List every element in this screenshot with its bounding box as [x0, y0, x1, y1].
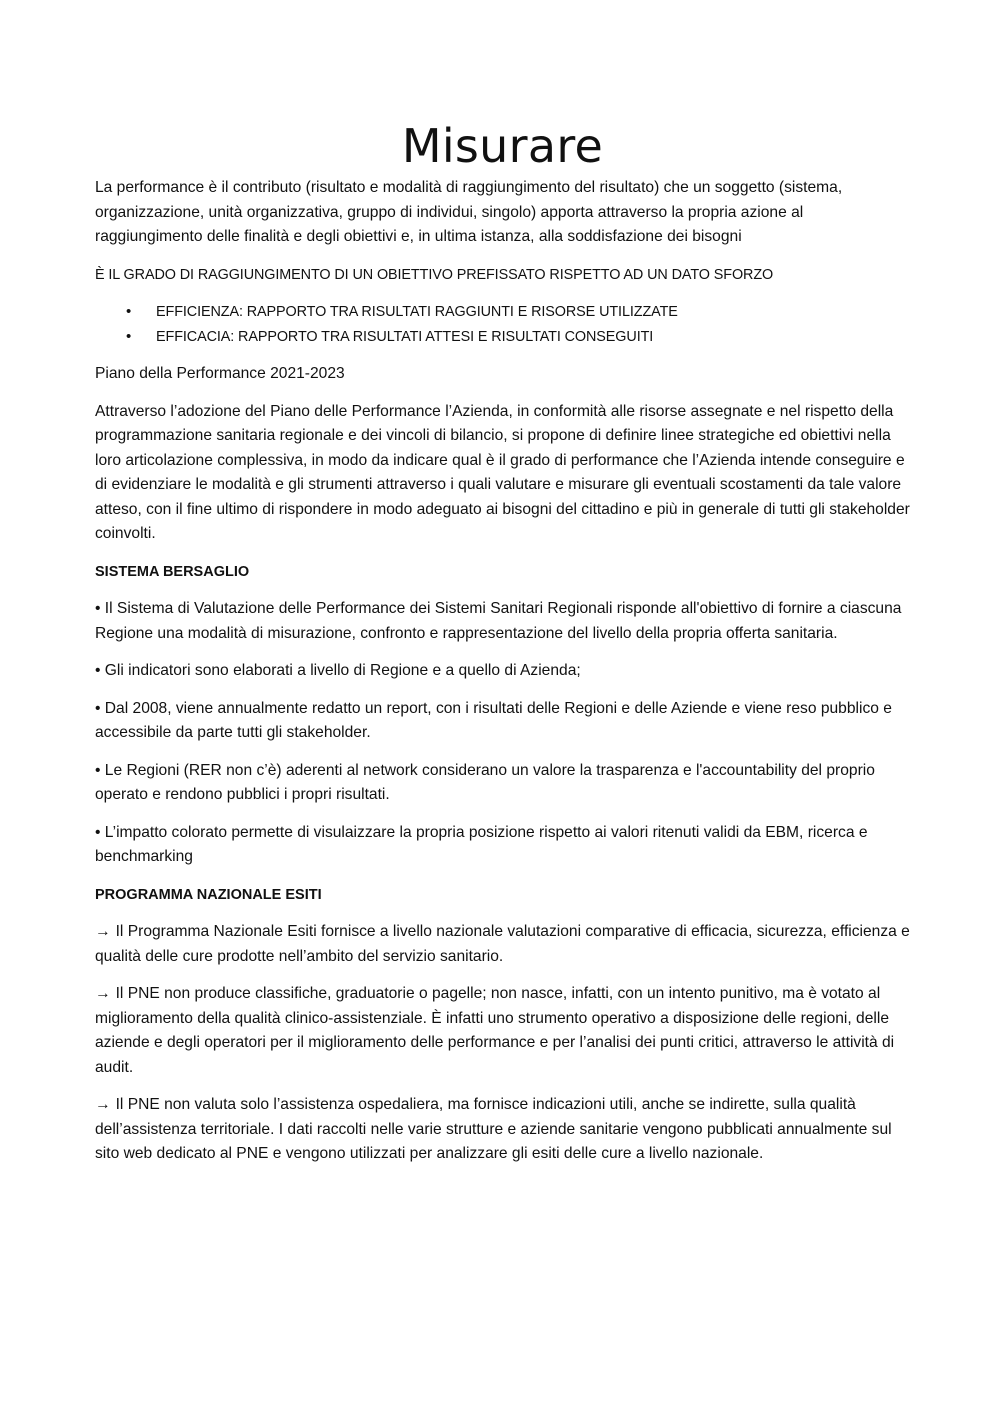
pne-item-text: Il Programma Nazionale Esiti fornisce a livello nazionale valutazioni comparative di efficacia, sicurezza, efficienza e qualità delle cure prodotte nell’ambito del servizio sanitario. — [95, 923, 910, 965]
document-page — [95, 118, 910, 1180]
pne-item — [95, 1093, 910, 1167]
list-item — [95, 300, 910, 325]
bullet-icon: • — [126, 327, 132, 345]
bullet-icon: • — [126, 303, 132, 320]
pne-item-text: Il PNE non valuta solo l’assistenza ospedaliera, ma fornisce indicazioni utili, anche se indirette, sulla qualità dell’assistenza territoriale. I dati raccolti nelle varie strutture e aziende sanitarie vengono pubblicati annualmente sul sito web dedicato al PNE e vengono utilizzati per analizzare gli esiti delle cure a livello nazionale. — [95, 1096, 892, 1162]
section-heading-programma-nazionale-esiti: PROGRAMMA NAZIONALE ESITI — [95, 886, 322, 903]
arrow-right-icon: → — [95, 923, 111, 940]
list-item-text: EFFICACIA: RAPPORTO TRA RISULTATI ATTESI E RISULTATI CONSEGUITI — [156, 328, 654, 345]
pne-item — [95, 982, 910, 1080]
pne-item-text: Il PNE non produce classifiche, graduatorie o pagelle; non nasce, infatti, con un intento punitivo, ma è votato al miglioramento della qualità clinico-assistenziale. È infatti uno strumento operativo a disposizione delle regioni, delle aziende e degli operatori per il miglioramento delle performance e per l’analisi dei punti critici, attraverso le attività di audit. — [95, 985, 895, 1076]
pne-item — [95, 920, 910, 969]
intro-paragraph: La performance è il contributo (risultato e modalità di raggiungimento del risultato) che un soggetto (sistema, organizzazione, unità organizzativa, gruppo di individui, singolo) apporta attraverso la propria azione al raggiungimento delle finalità e degli obiettivi e, in ultima istanza, alla soddisfazione dei bisogni — [95, 179, 843, 245]
sistema-bersaglio-item: • Gli indicatori sono elaborati a livello di Regione e a quello di Azienda; — [95, 662, 581, 679]
sistema-bersaglio-item: • Il Sistema di Valutazione delle Performance dei Sistemi Sanitari Regionali risponde all'obiettivo di fornire a ciascuna Regione una modalità di misurazione, confronto e rappresentazione del livello della propria offerta sanitaria. — [95, 600, 902, 642]
plan-title: Piano della Performance 2021-2023 — [95, 365, 345, 382]
document-title: Misurare — [401, 119, 604, 173]
list-item-text: EFFICIENZA: RAPPORTO TRA RISULTATI RAGGIUNTI E RISORSE UTILIZZATE — [156, 304, 678, 320]
sistema-bersaglio-item: • L’impatto colorato permette di visulaizzare la propria posizione rispetto ai valori ritenuti validi da EBM, ricerca e benchmarking — [95, 823, 868, 865]
sistema-bersaglio-item: • Le Regioni (RER non c’è) aderenti al network considerano un valore la trasparenza e l'accountability del proprio operato e rendono pubblici i propri risultati. — [95, 761, 875, 803]
definition-paragraph: È IL GRADO DI RAGGIUNGIMENTO DI UN OBIETTIVO PREFISSATO RISPETTO AD UN DATO SFORZO — [95, 266, 774, 283]
arrow-right-icon: → — [95, 1096, 111, 1113]
definition-bullet-list — [95, 300, 910, 349]
arrow-right-icon: → — [95, 985, 111, 1002]
sistema-bersaglio-item: • Dal 2008, viene annualmente redatto un report, con i risultati delle Regioni e delle Aziende e viene reso pubblico e accessibile da parte tutti gli stakeholder. — [95, 699, 892, 741]
plan-paragraph: Attraverso l’adozione del Piano delle Performance l’Azienda, in conformità alle risorse assegnate e nel rispetto della programmazione sanitaria regionale e dei vincoli di bilancio, si propone di definire linee strategiche ed obiettivi nella loro articolazione complessiva, in modo da indicare qual è il grado di performance che l’Azienda intende conseguire e di evidenziare le modalità e gli strumenti attraverso i quali valutare e misurare gli eventuali scostamenti da tale valore atteso, con il fine ultimo di rispondere in modo adeguato ai bisogni del cittadino e più in generale di tutti gli stakeholder coinvolti. — [95, 402, 910, 542]
section-heading-sistema-bersaglio: SISTEMA BERSAGLIO — [95, 563, 250, 580]
list-item — [95, 325, 910, 350]
